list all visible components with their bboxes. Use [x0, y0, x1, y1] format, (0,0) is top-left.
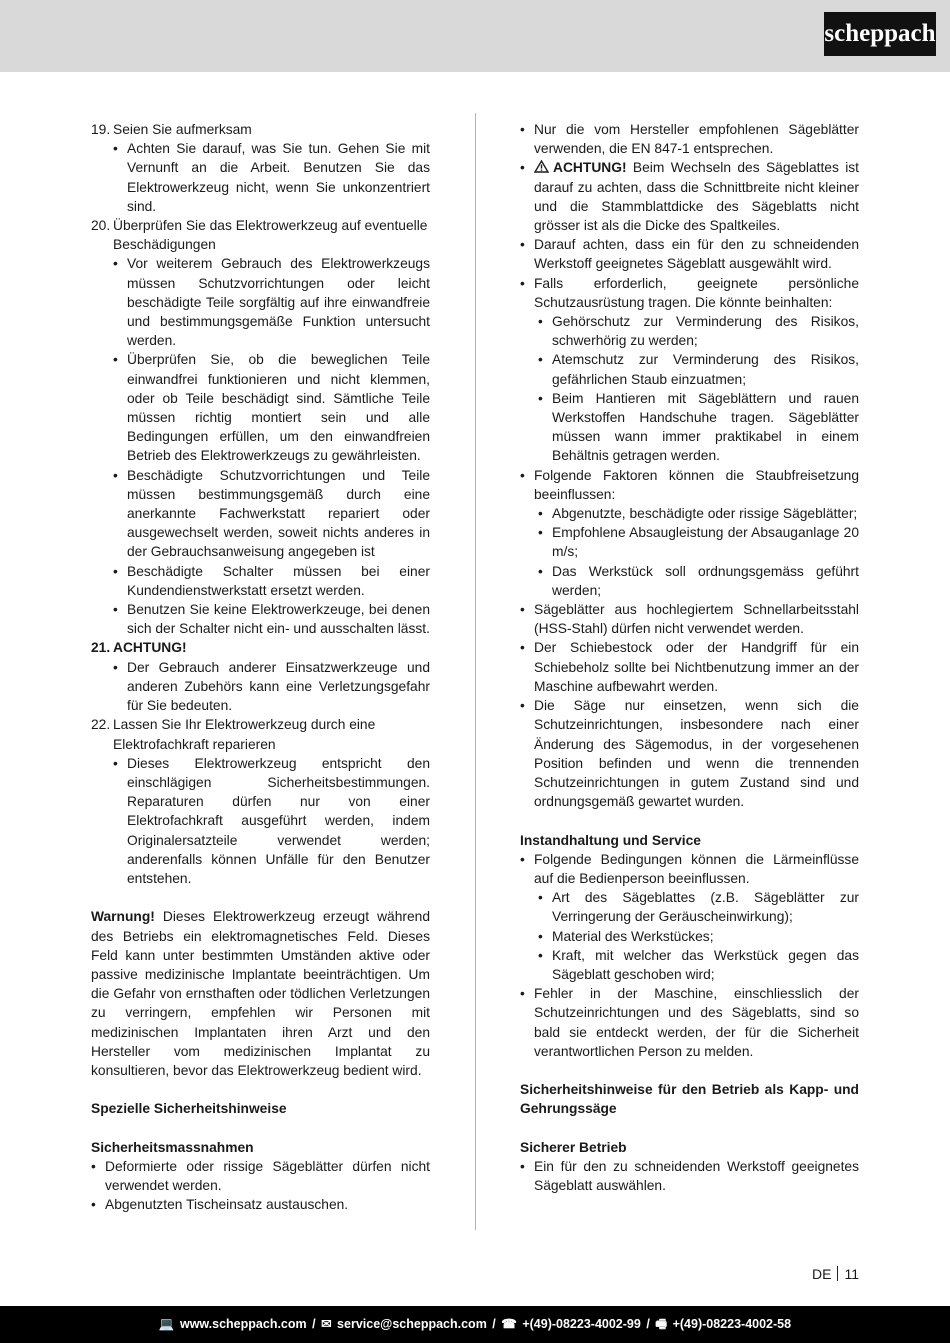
- item-22: [91, 715, 430, 753]
- item-20: [91, 216, 430, 254]
- email-link[interactable]: service@scheppach.com: [337, 1317, 487, 1331]
- list-item: • Folgende Bedingungen können die Lärmeinflüsse auf die Bedienperson beeinflussen.: [520, 851, 859, 886]
- section-heading: Sicherer Betrieb: [520, 1139, 627, 1155]
- right-column: [520, 120, 859, 1195]
- sub-list-item: • Abgenutzte, beschädigte oder rissige Sägeblätter;: [538, 506, 858, 522]
- sub-list-item: • Kraft, mit welcher das Werkstück gegen das Sägeblatt geschoben wird;: [538, 947, 859, 982]
- list-item: • Deformierte oder rissige Sägeblätter dürfen nicht verwendet werden.: [91, 1158, 430, 1194]
- list-item: • Nur die vom Hersteller empfohlenen Sägeblätter verwenden, die EN 847-1 entsprechen.: [520, 122, 859, 157]
- sub-list-item: • Das Werkstück soll ordnungsgemäss geführt werden;: [538, 563, 859, 598]
- item-number: 19.: [91, 122, 111, 137]
- list-item: • Darauf achten, dass ein für den zu schneidenden Werkstoff geeignetes Sägeblatt ausgewählt wird.: [520, 237, 859, 272]
- list-item: • Beschädigte Schalter müssen bei einer Kundendienstwerkstatt ersetzt werden.: [113, 563, 430, 598]
- item-number: 21.: [91, 640, 111, 656]
- list-item: • Sägeblätter aus hochlegiertem Schnellarbeitsstahl (HSS-Stahl) dürfen nicht verwendet werden.: [520, 602, 859, 637]
- section-heading: Instandhaltung und Service: [520, 832, 701, 848]
- website-link[interactable]: www.scheppach.com: [179, 1317, 307, 1331]
- page-number: 11: [844, 1266, 859, 1282]
- list-item: • Folgende Faktoren können die Staubfreisetzung beeinflussen:: [520, 467, 859, 502]
- list-item: • Dieses Elektrowerkzeug entspricht den einschlägigen Sicherheitsbestimmungen. Reparaturen dürfen nur von einer Elektrofachkraft ausgeführt werden, indem Originalersatzteile verwendet werden; anderenfalls können Unfälle für den Benutzer entstehen.: [113, 755, 430, 886]
- column-divider: [475, 113, 476, 1230]
- list-item: • Fehler in der Maschine, einschliesslich der Schutzeinrichtungen und des Sägeblatts, sind so bald sie entdeckt werden, der für die Sicherheit verantwortlichen Person zu melden.: [520, 986, 859, 1059]
- phone-number: +(49)-08223-4002-99: [522, 1317, 641, 1331]
- language-code: DE: [812, 1266, 832, 1282]
- warning-label: Warnung!: [91, 909, 155, 925]
- sub-list-item: • Atemschutz zur Verminderung des Risikos, gefährlichen Staub einzuatmen;: [538, 352, 859, 387]
- section-heading: Sicherheitshinweise für den Betrieb als Kapp- und Gehrungssäge: [520, 1082, 859, 1117]
- sub-list-item: • Gehörschutz zur Verminderung des Risikos, schwerhörig zu werden;: [538, 314, 859, 349]
- list-item: • Die Säge nur einsetzen, wenn sich die Schutzeinrichtungen, insbesondere nach einer Änderung des Sägemodus, in der vorgesehenen Position befinden und wenn die trennenden Schutzeinrichtungen in gutem Zustand sind und ordnungsgemäß gewartet wurden.: [520, 698, 859, 810]
- list-item: • Der Schiebestock oder der Handgriff für ein Schiebeholz sollte bei Nichtbenutzung immer an der Maschine aufbewahrt werden.: [520, 640, 859, 694]
- warning-paragraph: [91, 907, 430, 1080]
- header-bar: [0, 0, 950, 72]
- footer-contact-bar: 💻 www.scheppach.com / ✉ service@scheppach.com / ☎ +(49)-08223-4002-99 / 🖷 +(49)-08223-4002-58: [0, 1306, 950, 1343]
- mail-icon: ✉: [321, 1317, 332, 1331]
- sub-list-item: • Art des Sägeblattes (z.B. Sägeblätter zur Verringerung der Geräuscheinwirkung);: [538, 890, 859, 925]
- list-item: • Beschädigte Schutzvorrichtungen und Teile müssen bestimmungsgemäß durch eine anerkannte Fachwerkstatt repariert oder ausgewechselt werden, soweit nichts anderes in der Gebrauchsanweisung angegeben ist: [113, 467, 430, 560]
- section-heading: Sicherheitsmassnahmen: [91, 1139, 254, 1155]
- list-item: • Benutzen Sie keine Elektrowerkzeuge, bei denen sich der Schalter nicht ein- und ausschalten lässt.: [113, 602, 430, 637]
- brand-logo: scheppach: [824, 12, 936, 56]
- phone-icon: ☎: [501, 1317, 517, 1331]
- list-item: • Vor weiterem Gebrauch des Elektrowerkzeugs müssen Schutzvorrichtungen oder leicht beschädigte Teile sorgfältig auf ihre einwandfreie und bestimmungsgemäße Funktion untersucht werden.: [113, 256, 430, 349]
- item-number: 20.: [91, 218, 111, 234]
- sub-list-item: • Empfohlene Absaugleistung der Absauganlage 20 m/s;: [538, 525, 859, 560]
- item-number: 22.: [91, 717, 111, 733]
- item-title: Lassen Sie Ihr Elektrowerkzeug durch eine Elektrofachkraft reparieren: [113, 717, 376, 752]
- list-item: • Falls erforderlich, geeignete persönliche Schutzausrüstung tragen. Die könnte beinhalten:: [520, 275, 859, 310]
- sub-list-item: • Beim Hantieren mit Sägeblättern und rauen Werkstoffen Handschuhe tragen. Sägeblätter müssen wann immer praktikabel in einem Behältnis getragen werden.: [538, 390, 859, 464]
- fax-number: +(49)-08223-4002-58: [672, 1317, 792, 1331]
- list-item: • Abgenutzten Tischeinsatz austauschen.: [91, 1197, 349, 1213]
- left-column: [91, 120, 430, 1215]
- list-item: • Ein für den zu schneidenden Werkstoff geeignetes Sägeblatt auswählen.: [520, 1158, 859, 1194]
- list-item: • ACHTUNG! Beim Wechseln des Sägeblattes ist darauf zu achten, dass die Schnittbreite nicht kleiner und die Stammblattdicke des Sägeblatts nicht grösser ist als die Dicke des Spaltkeiles.: [520, 160, 859, 234]
- sub-list-item: • Material des Werkstückes;: [538, 928, 714, 944]
- item-21: [91, 638, 430, 657]
- page-number-block: [812, 1265, 859, 1283]
- item-title: ACHTUNG!: [113, 640, 187, 656]
- computer-icon: 💻: [158, 1317, 175, 1331]
- list-item: • Der Gebrauch anderer Einsatzwerkzeuge und anderen Zubehörs kann eine Verletzungsgefahr für Sie bedeuten.: [113, 659, 430, 714]
- warning-text: Dieses Elektrowerkzeug erzeugt während des Betriebs ein elektromagnetisches Feld. Dieses Feld kann unter bestimmten Umständen aktive oder passive medizinische Implantate beeinträchtigen. Um die Gefahr von ernsthaften oder tödlichen Verletzungen zu verringern, empfehlen wir Personen mit medizinischen Implantaten ihren Arzt und den Hersteller vom medizinischen Implantat zu konsultieren, bevor das Elektrowerkzeug bedient wird.: [91, 909, 430, 1078]
- section-heading: Spezielle Sicherheitshinweise: [91, 1101, 287, 1117]
- list-item: • Überprüfen Sie, ob die beweglichen Teile einwandfrei funktionieren und nicht klemmen, oder ob Teile beschädigt sind. Sämtliche Teile müssen richtig montiert sein und alle Bedingungen erfüllen, um den einwandfreien Betrieb des Elektrowerkzeugs zu gewährleisten.: [113, 352, 430, 464]
- item-title: Überprüfen Sie das Elektrowerkzeug auf eventuelle Beschädigungen: [113, 218, 428, 253]
- item-19: [91, 120, 430, 139]
- warning-triangle-icon: [534, 160, 549, 173]
- list-item: • Achten Sie darauf, was Sie tun. Gehen Sie mit Vernunft an die Arbeit. Benutzen Sie das Elektrowerkzeug nicht, wenn Sie unkonzentriert sind.: [113, 141, 430, 214]
- achtung-label: ACHTUNG!: [553, 160, 627, 176]
- item-title: Seien Sie aufmerksam: [113, 122, 252, 137]
- fax-icon: 🖷: [655, 1317, 668, 1331]
